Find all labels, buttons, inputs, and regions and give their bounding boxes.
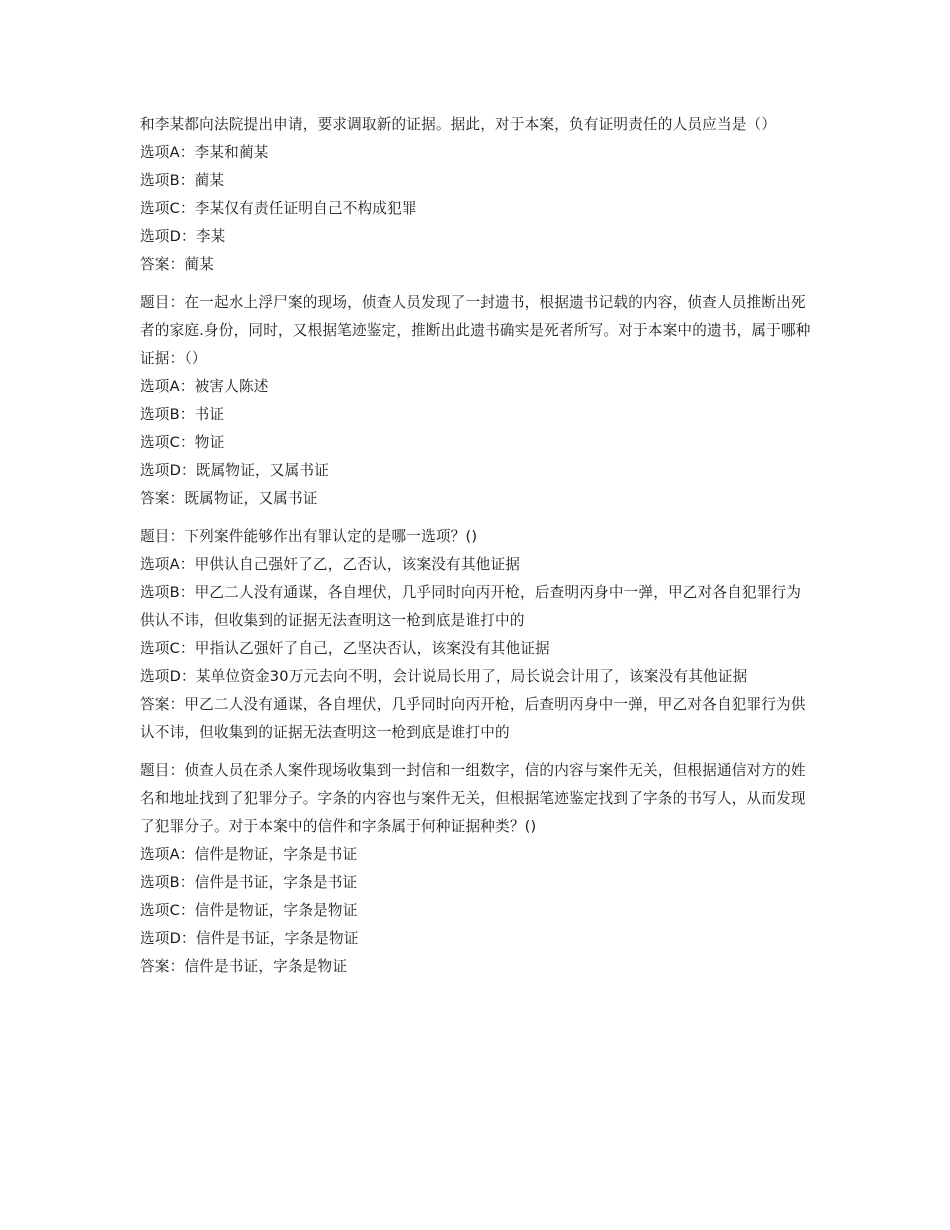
option-d: 选项D：信件是书证，字条是物证 xyxy=(140,930,359,947)
option-d: 选项D：某单位资金30万元去向不明，会计说局长用了，局长说会计用了，该案没有其他证据 xyxy=(140,668,748,685)
question-text: 题目：在一起水上浮尸案的现场，侦查人员发现了一封遗书，根据遗书记载的内容，侦查人员推断出死者的家庭.身份，同时，又根据笔迹鉴定，推断出此遗书确实是死者所写。对于本案中的遗书，属于哪种证据：（） xyxy=(140,294,811,367)
question-block xyxy=(140,111,812,279)
option-d: 选项D：李某 xyxy=(140,228,226,245)
option-c: 选项C：物证 xyxy=(140,434,225,451)
answer-text: 答案：既属物证，又属书证 xyxy=(140,490,318,507)
question-block xyxy=(140,757,812,981)
option-d: 选项D：既属物证，又属书证 xyxy=(140,462,329,479)
question-text: 题目：侦查人员在杀人案件现场收集到一封信和一组数字，信的内容与案件无关，但根据通信对方的姓名和地址找到了犯罪分子。字条的内容也与案件无关，但根据笔迹鉴定找到了字条的书写人，从而发现了犯罪分子。对于本案中的信件和字条属于何种证据种类？() xyxy=(140,762,806,835)
option-a: 选项A：甲供认自己强奸了乙，乙否认，该案没有其他证据 xyxy=(140,556,521,573)
question-text: 和李某都向法院提出申请，要求调取新的证据。据此，对于本案，负有证明责任的人员应当是（） xyxy=(140,116,777,133)
option-b: 选项B：书证 xyxy=(140,406,225,423)
question-block xyxy=(140,289,812,513)
question-block xyxy=(140,523,812,747)
question-text: 题目：下列案件能够作出有罪认定的是哪一选项？() xyxy=(140,528,478,545)
answer-text: 答案：蔺某 xyxy=(140,256,214,273)
document-page xyxy=(140,111,812,981)
option-b: 选项B：蔺某 xyxy=(140,172,225,189)
option-b: 选项B：信件是书证，字条是书证 xyxy=(140,874,358,891)
option-a: 选项A：李某和蔺某 xyxy=(140,144,269,161)
answer-text: 答案：甲乙二人没有通谋，各自埋伏，几乎同时向丙开枪，后查明丙身中一弹，甲乙对各自犯罪行为供认不讳，但收集到的证据无法查明这一枪到底是谁打中的 xyxy=(140,696,806,741)
option-a: 选项A：信件是物证，字条是书证 xyxy=(140,846,358,863)
option-c: 选项C：李某仅有责任证明自己不构成犯罪 xyxy=(140,200,417,217)
option-b: 选项B：甲乙二人没有通谋，各自埋伏，几乎同时向丙开枪，后查明丙身中一弹，甲乙对各自犯罪行为供认不讳，但收集到的证据无法查明这一枪到底是谁打中的 xyxy=(140,584,802,629)
option-c: 选项C：信件是物证，字条是物证 xyxy=(140,902,358,919)
option-c: 选项C：甲指认乙强奸了自己，乙坚决否认，该案没有其他证据 xyxy=(140,640,550,657)
answer-text: 答案：信件是书证，字条是物证 xyxy=(140,958,348,975)
option-a: 选项A：被害人陈述 xyxy=(140,378,269,395)
